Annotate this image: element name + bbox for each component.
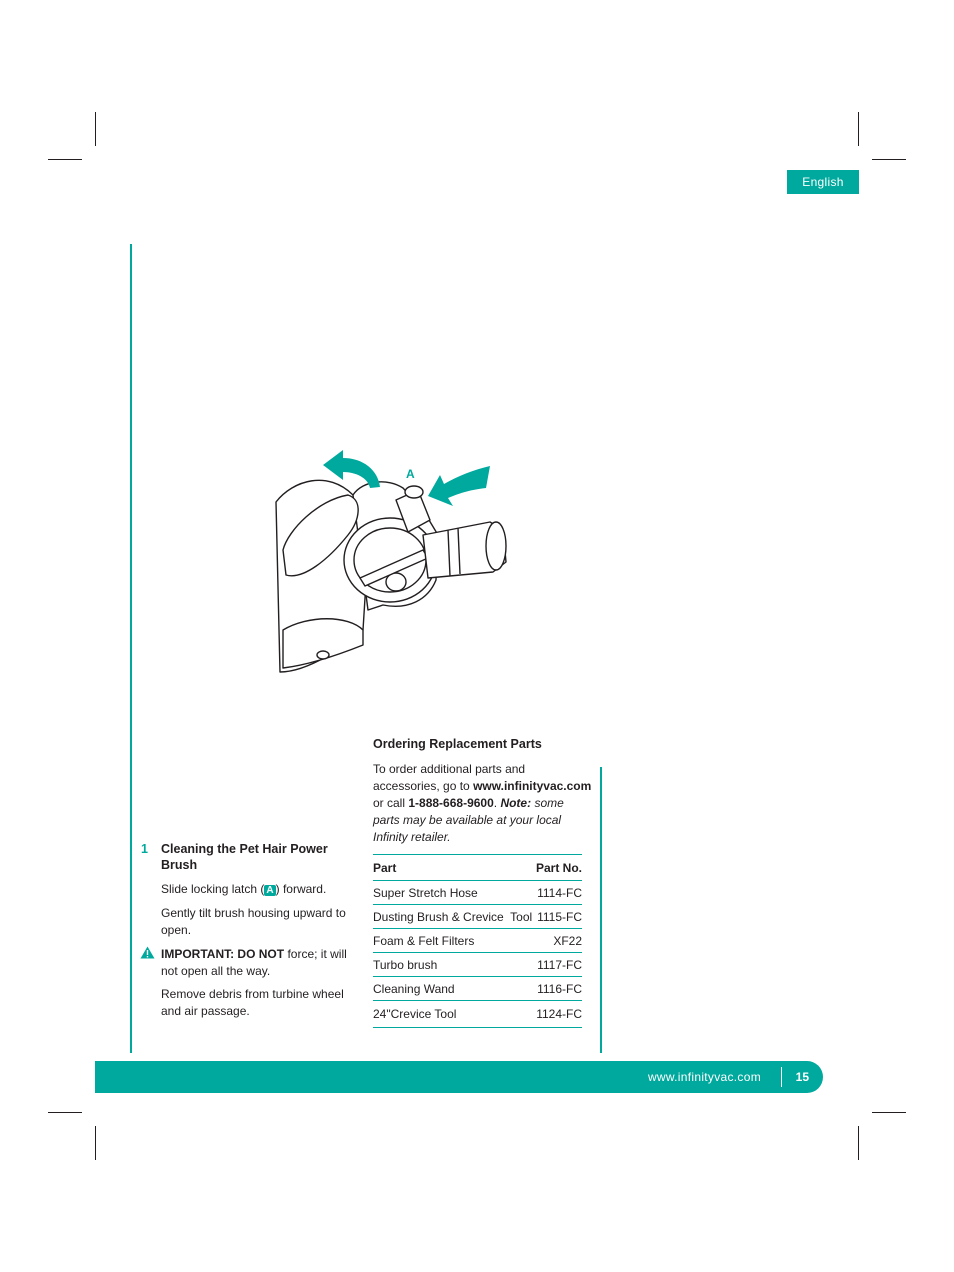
step-number: 1 <box>141 842 148 856</box>
right-rule <box>600 767 602 1053</box>
table-row: 24"Crevice Tool 1124-FC <box>373 1001 582 1028</box>
crop-mark <box>48 1112 82 1113</box>
header-part-no: Part No. <box>535 860 582 875</box>
step-instruction: Gently tilt brush housing upward to open. <box>161 906 346 937</box>
parts-table <box>373 854 582 1028</box>
table-row: Foam & Felt Filters XF22 <box>373 929 582 953</box>
power-brush-illustration <box>268 440 518 680</box>
crop-mark <box>95 112 96 146</box>
callout-label-a: A <box>406 467 415 481</box>
crop-mark <box>872 159 906 160</box>
left-rule <box>130 244 132 1053</box>
header-part: Part <box>373 860 397 875</box>
step-title: Cleaning the Pet Hair Power Brush <box>161 842 328 872</box>
table-header-row <box>373 855 582 881</box>
website-link[interactable]: www.infinityvac.com <box>473 779 592 793</box>
table-row: Cleaning Wand 1116-FC <box>373 977 582 1001</box>
footer-url[interactable]: www.infinityvac.com <box>647 1070 761 1084</box>
footer-divider <box>781 1067 782 1087</box>
crop-mark <box>872 1112 906 1113</box>
table-row: Turbo brush 1117-FC <box>373 953 582 977</box>
crop-mark <box>95 1126 96 1160</box>
important-warning: IMPORTANT: DO NOT force; it will not open all the way. <box>161 947 347 978</box>
language-tab: English <box>787 170 859 194</box>
latch-badge: A <box>266 885 274 896</box>
table-row: Dusting Brush & Crevice Tool 1115-FC <box>373 905 582 929</box>
ordering-text: To order additional parts and accessories, go to www.infinityvac.com or call 1-888-668-9600. Note: some parts may be available at your local Infinity retailer. <box>373 762 592 844</box>
warning-icon <box>140 946 155 959</box>
step-instruction: Slide locking latch ( A ) forward. <box>161 882 327 896</box>
footer-bar <box>95 1061 823 1093</box>
crop-mark <box>858 1126 859 1160</box>
step-instruction: Remove debris from turbine wheel and air passage. <box>161 987 344 1018</box>
ordering-title: Ordering Replacement Parts <box>373 737 542 751</box>
table-row: Super Stretch Hose 1114-FC <box>373 881 582 905</box>
crop-mark <box>48 159 82 160</box>
phone-number: 1-888-668-9600 <box>408 796 494 810</box>
crop-mark <box>858 112 859 146</box>
page-number: 15 <box>795 1070 809 1084</box>
